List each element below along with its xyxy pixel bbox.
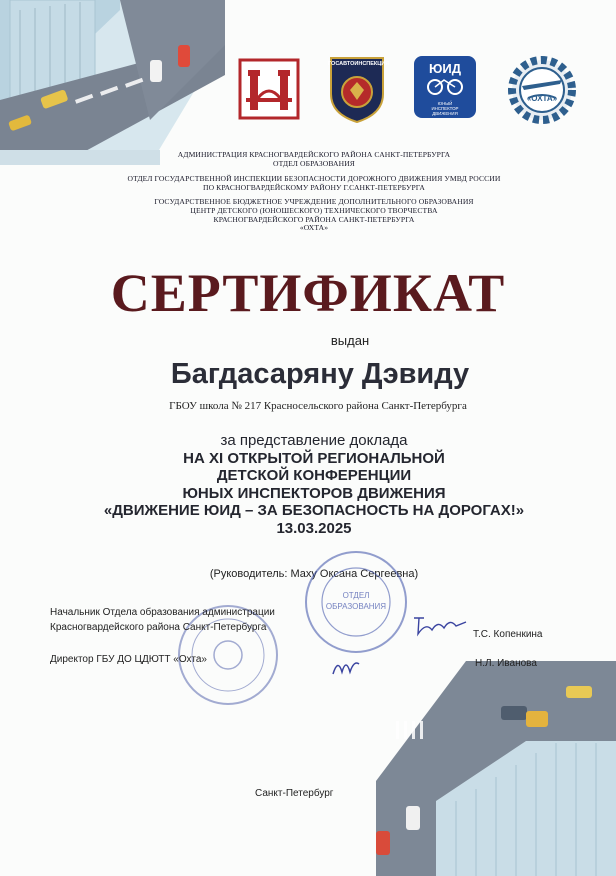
recipient-school: ГБОУ школа № 217 Красносельского района Санкт-Петербурга (169, 400, 467, 412)
issued-label: выдан (330, 333, 370, 348)
reason-intro: за представление доклада (220, 432, 408, 449)
org-line: КРАСНОГВАРДЕЙСКОГО РАЙОНА САНКТ-ПЕТЕРБУРГА (213, 214, 415, 224)
stamp-inner-2: ОБРАЗОВАНИЯ (325, 602, 387, 611)
signatory-1-name: Т.С. Копенкина (473, 629, 543, 640)
footer-city: Санкт-Петербург (255, 788, 334, 799)
supervisor-line: (Руководитель: Маху Оксана Сергеевна) (209, 568, 419, 580)
certificate-title: СЕРТИФИКАТ (110, 263, 506, 323)
event-date: 13.03.2025 (276, 519, 352, 537)
city-street-illustration-top (0, 0, 225, 165)
signature-ivanova (330, 654, 362, 680)
okhta-gear-icon (504, 52, 580, 128)
award-reason (6, 432, 616, 537)
org-line: ОТДЕЛ ОБРАЗОВАНИЯ (273, 158, 355, 168)
gibdd-label: ГОСАВТОИНСПЕКЦИЯ (328, 61, 390, 67)
okhta-label: «ОХТА» (526, 94, 558, 103)
org-line: «ОХТА» (299, 223, 329, 233)
bicycle-icon (414, 76, 476, 96)
signatory-2-title: Директор ГБУ ДО ЦДЮТТ «Охта» (50, 654, 207, 665)
yuid-badge-icon (414, 56, 476, 118)
city-street-illustration-bottom (376, 661, 616, 876)
reason-line: ДЕТСКОЙ КОНФЕРЕНЦИИ (216, 467, 412, 484)
yuid-subtitle: ЮНЫЙ ИНСПЕКТОР ДВИЖЕНИЯ (431, 101, 459, 116)
signatory-1-title (50, 605, 275, 635)
reason-line: НА XI ОТКРЫТОЙ РЕГИОНАЛЬНОЙ (183, 449, 445, 467)
department-stamp (302, 548, 410, 656)
org-header (6, 151, 616, 233)
bridge-crest-icon (238, 58, 300, 120)
signature-kopenkina (410, 612, 470, 640)
reason-line: ЮНЫХ ИНСПЕКТОРОВ ДВИЖЕНИЯ (182, 484, 446, 502)
gibdd-shield-icon (328, 54, 390, 124)
stamp-inner-1: ОТДЕЛ (342, 591, 370, 600)
org-line: ОТДЕЛ ГОСУДАРСТВЕННОЙ ИНСПЕКЦИИ БЕЗОПАСНОСТИ ДОРОЖНОГО ДВИЖЕНИЯ УМВД РОССИИ (127, 174, 501, 184)
reason-line: «ДВИЖЕНИЕ ЮИД – ЗА БЕЗОПАСНОСТЬ НА ДОРОГАХ!» (103, 502, 525, 519)
org-line: ПО КРАСНОГВАРДЕЙСКОМУ РАЙОНУ Г.САНКТ-ПЕТЕРБУРГА (202, 182, 426, 192)
signatory-2-name: Н.Л. Иванова (475, 658, 537, 669)
signatory-1-line-1: Начальник Отдела образования администрации (50, 607, 275, 618)
org-line: ГОСУДАРСТВЕННОЕ БЮДЖЕТНОЕ УЧРЕЖДЕНИЕ ДОПОЛНИТЕЛЬНОГО ОБРАЗОВАНИЯ (154, 197, 474, 207)
org-line: АДМИНИСТРАЦИЯ КРАСНОГВАРДЕЙСКОГО РАЙОНА САНКТ-ПЕТЕРБУРГА (177, 150, 451, 159)
logo-row (238, 52, 588, 134)
yuid-title: ЮИД (428, 61, 461, 76)
org-line: ЦЕНТР ДЕТСКОГО (ЮНОШЕСКОГО) ТЕХНИЧЕСКОГО ТВОРЧЕСТВА (190, 205, 438, 215)
recipient-name: Багдасаряну Дэвиду (170, 358, 470, 390)
signatory-1-line-2: Красногвардейского района Санкт-Петербурга (50, 622, 267, 633)
